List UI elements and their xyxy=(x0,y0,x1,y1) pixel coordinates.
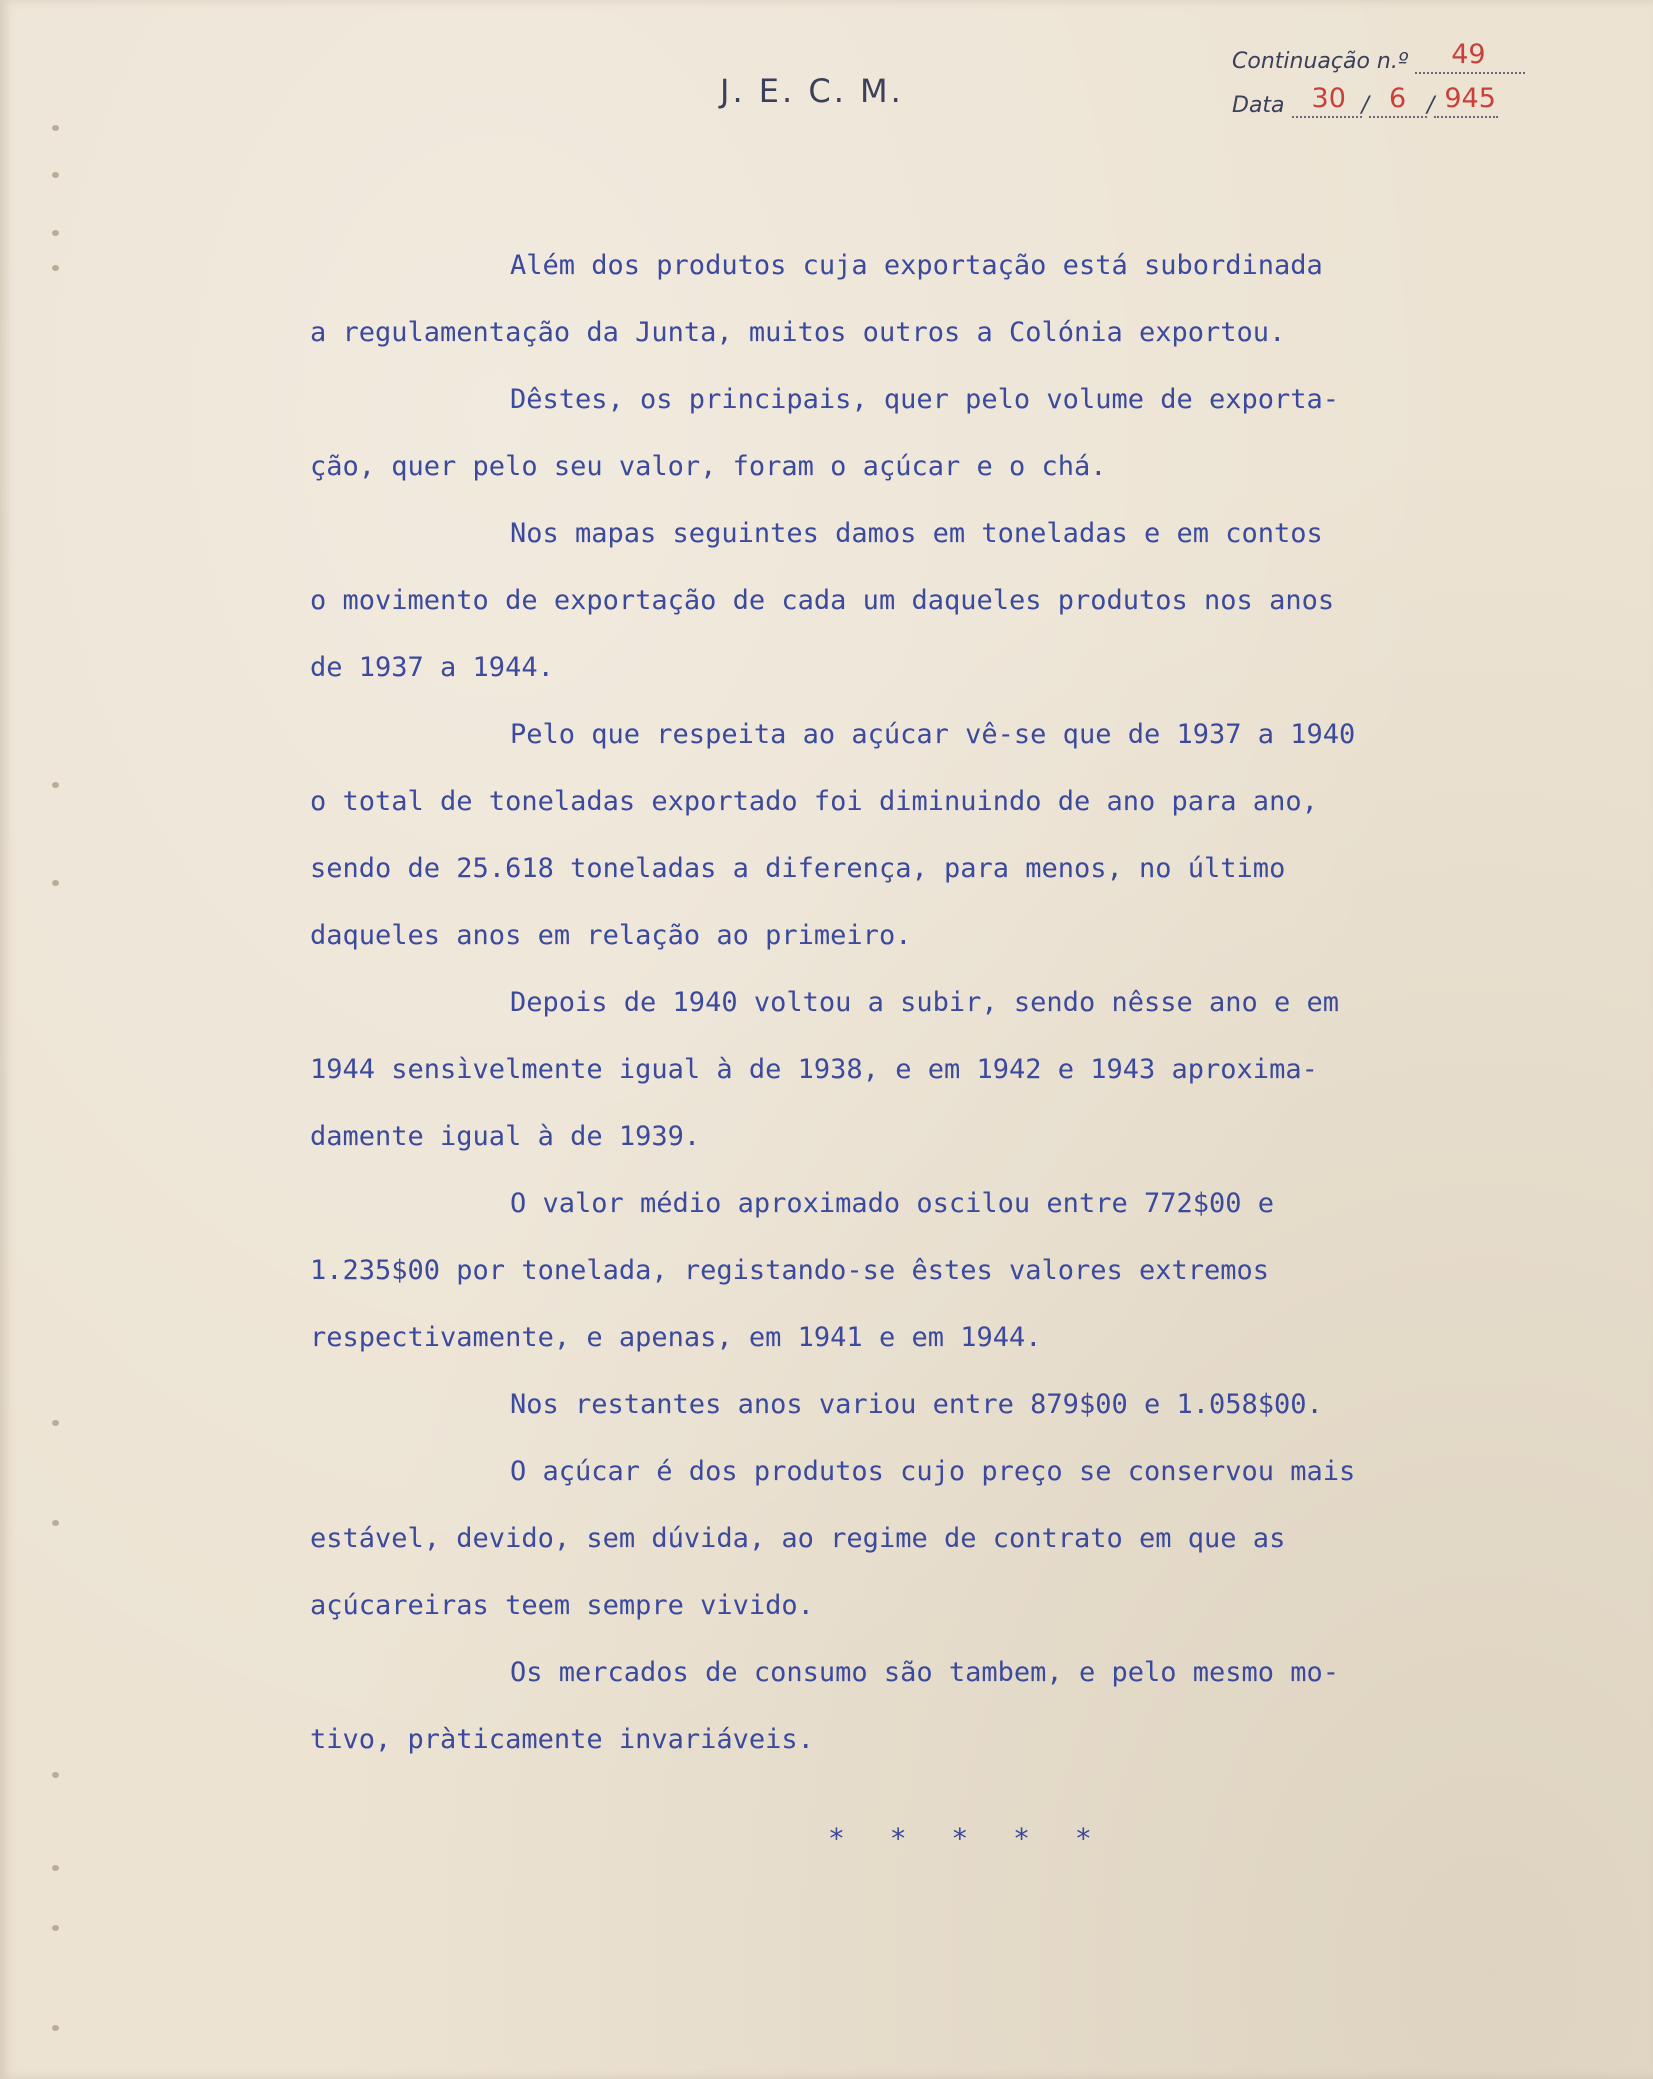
binding-hole xyxy=(52,230,59,236)
text-line: o total de toneladas exportado foi diminuindo de ano para ano, xyxy=(310,786,1318,817)
text-line: sendo de 25.618 toneladas a diferença, para menos, no último xyxy=(310,853,1286,884)
binding-hole xyxy=(52,1520,59,1526)
binding-hole xyxy=(52,1865,59,1871)
text-line: O açúcar é dos produtos cujo preço se conservou mais xyxy=(510,1456,1356,1487)
date-day: 30 xyxy=(1311,83,1346,114)
continuation-dotted-field xyxy=(1415,39,1525,74)
text-line: tivo, pràticamente invariáveis. xyxy=(310,1724,814,1755)
text-line: a regulamentação da Junta, muitos outros a Colónia exportou. xyxy=(310,317,1286,348)
text-line: Nos mapas seguintes damos em toneladas e em contos xyxy=(510,518,1323,549)
letterhead-title: J. E. C. M. xyxy=(720,72,904,110)
binding-hole xyxy=(52,1420,59,1426)
binding-hole xyxy=(52,2025,59,2031)
text-line: 1.235$00 por tonelada, registando-se êstes valores extremos xyxy=(310,1255,1270,1286)
continuation-line xyxy=(1232,39,1525,88)
binding-hole xyxy=(52,782,59,788)
date-year: 945 xyxy=(1444,83,1496,114)
binding-hole xyxy=(52,1772,59,1778)
date-month: 6 xyxy=(1388,83,1407,114)
date-separator: / xyxy=(1426,93,1435,118)
date-line xyxy=(1232,83,1525,132)
text-line: ção, quer pelo seu valor, foram o açúcar e o chá. xyxy=(310,451,1107,482)
text-line: de 1937 a 1944. xyxy=(310,652,554,683)
text-line: estável, devido, sem dúvida, ao regime de contrato em que as xyxy=(310,1523,1286,1554)
text-line: O valor médio aproximado oscilou entre 772$00 e xyxy=(510,1188,1275,1219)
end-of-section-mark: * * * * * xyxy=(828,1822,1106,1855)
date-day-field xyxy=(1292,83,1362,118)
date-label: Data xyxy=(1232,93,1285,118)
text-line: daqueles anos em relação ao primeiro. xyxy=(310,920,912,951)
text-line: Depois de 1940 voltou a subir, sendo nêsse ano e em xyxy=(510,987,1340,1018)
text-line: respectivamente, e apenas, em 1941 e em 1944. xyxy=(310,1322,1042,1353)
typed-body xyxy=(310,232,1580,1773)
text-line: o movimento de exportação de cada um daqueles produtos nos anos xyxy=(310,585,1335,616)
text-line: Além dos produtos cuja exportação está subordinada xyxy=(510,250,1323,281)
date-month-field xyxy=(1369,83,1427,118)
date-year-field xyxy=(1434,83,1498,118)
binding-hole xyxy=(52,1925,59,1931)
text-line: Pelo que respeita ao açúcar vê-se que de 1937 a 1940 xyxy=(510,719,1356,750)
binding-hole xyxy=(52,265,59,271)
binding-hole xyxy=(52,172,59,178)
text-line: Dêstes, os principais, quer pelo volume de exporta- xyxy=(510,384,1340,415)
continuation-number: 49 xyxy=(1451,39,1486,70)
text-line: Nos restantes anos variou entre 879$00 e 1.058$00. xyxy=(510,1389,1323,1420)
text-line: Os mercados de consumo são tambem, e pelo mesmo mo- xyxy=(510,1657,1340,1688)
continuation-label: Continuação n.º xyxy=(1232,49,1409,74)
text-line: damente igual à de 1939. xyxy=(310,1121,701,1152)
text-line: 1944 sensìvelmente igual à de 1938, e em 1942 e 1943 aproxima- xyxy=(310,1054,1318,1085)
binding-hole xyxy=(52,880,59,886)
text-line: açúcareiras teem sempre vivido. xyxy=(310,1590,814,1621)
date-separator: / xyxy=(1361,93,1369,118)
binding-hole xyxy=(52,125,59,131)
continuation-date-block xyxy=(1232,39,1525,132)
